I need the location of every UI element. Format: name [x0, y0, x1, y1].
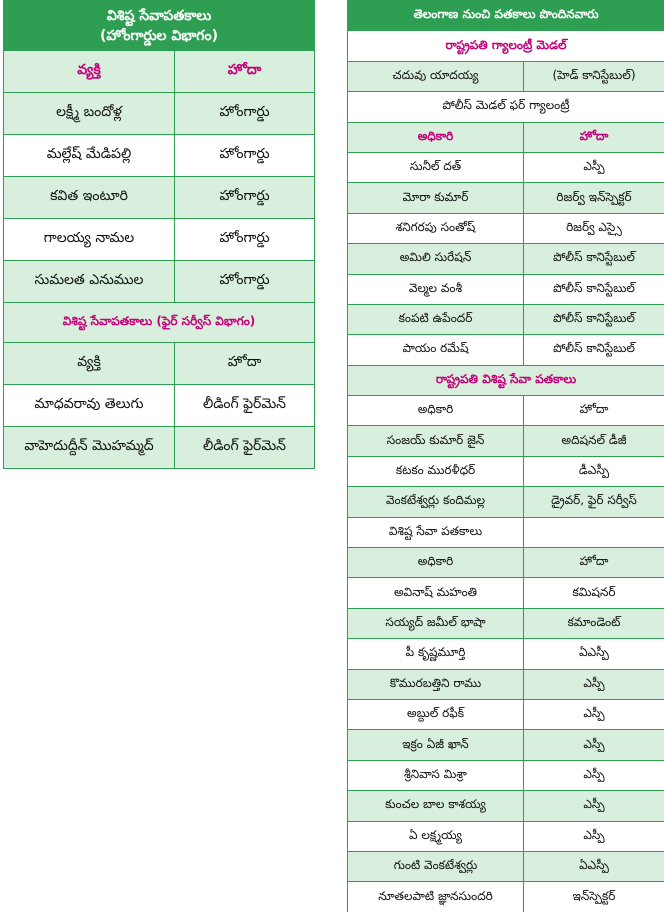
left-title	[4, 1, 315, 51]
table-row	[4, 135, 315, 177]
column-header-designation: హోదా	[524, 548, 664, 578]
officer-name: నూతలపాటి జ్ఞానసుందరి	[348, 882, 524, 912]
table-row	[348, 274, 664, 304]
designation: హోంగార్డు	[175, 219, 315, 261]
table-row	[348, 699, 664, 729]
table-row	[4, 219, 315, 261]
presidential-service-title: రాష్ట్రపతి విశిష్ట సేవా పతకాలు	[348, 365, 664, 395]
designation: రిజర్వ్ ఇన్‌స్పెక్టర్	[524, 183, 664, 213]
table-row	[4, 93, 315, 135]
table-row	[348, 61, 664, 91]
designation: ఎస్పీ	[524, 821, 664, 851]
designation: ఎస్పీ	[524, 730, 664, 760]
designation: హోంగార్డు	[175, 177, 315, 219]
column-header-designation: హోదా	[524, 122, 664, 152]
officer-name: పాయం రమేష్	[348, 335, 524, 365]
police-gallantry-title: పోలీస్ మెడల్ ఫర్ గ్యాలంట్రీ	[348, 92, 664, 122]
designation: డీఎస్పీ	[524, 456, 664, 486]
officer-name: పీ కృష్ణమూర్తి	[348, 639, 524, 669]
homeguard-fire-table	[3, 0, 315, 469]
table-row	[348, 882, 664, 912]
person-name: కవిత ఇంటూరి	[4, 177, 175, 219]
table-row	[4, 261, 315, 303]
designation: లీడింగ్ ఫైర్‌మెన్	[175, 385, 315, 427]
designation: ఇన్‌స్పెక్టర్	[524, 882, 664, 912]
person-name: గాలయ్య నామల	[4, 219, 175, 261]
distinguished-service-title: విశిష్ట సేవా పతకాలు	[348, 517, 524, 547]
designation: ఏఎస్పీ	[524, 639, 664, 669]
officer-name: శనిగరపు సంతోష్	[348, 213, 524, 243]
designation: ఎస్పీ	[524, 669, 664, 699]
table-row	[348, 304, 664, 334]
right-title: తెలంగాణ నుంచి పతకాలు పొందినవారు	[348, 1, 664, 31]
designation: ఎస్పీ	[524, 152, 664, 182]
designation: హోంగార్డు	[175, 261, 315, 303]
officer-name: ఇక్రం ఏజీ ఖాన్	[348, 730, 524, 760]
table-row	[4, 427, 315, 469]
table-row	[348, 487, 664, 517]
table-row	[348, 456, 664, 486]
designation: అదిషనల్ డీజీ	[524, 426, 664, 456]
officer-name: ఏ లక్ష్మయ్య	[348, 821, 524, 851]
officer-name: అవినాష్ మహంతి	[348, 578, 524, 608]
officer-name: సంజయ్ కుమార్ జైన్	[348, 426, 524, 456]
left-title-line1: విశిష్ట సేవాపతకాలు	[106, 7, 212, 24]
designation: కమిషనర్	[524, 578, 664, 608]
officer-name: కటకం మురళీధర్	[348, 456, 524, 486]
person-name: మాధవరావు తెలుగు	[4, 385, 175, 427]
designation: ఎస్పీ	[524, 760, 664, 790]
designation: (హెడ్ కానిస్టేబుల్)	[524, 61, 664, 91]
section-title-row	[348, 365, 664, 395]
column-header-designation: హోదా	[175, 343, 315, 385]
left-title-line2: (హోంగార్డుల విభాగం)	[100, 27, 218, 44]
designation: డ్రైవర్, ఫైర్ సర్వీస్	[524, 487, 664, 517]
table-row	[348, 183, 664, 213]
designation: హోంగార్డు	[175, 93, 315, 135]
empty-cell	[524, 517, 664, 547]
section-header-row	[348, 122, 664, 152]
column-header-officer: అధికారి	[348, 122, 524, 152]
designation: రిజర్వ్ ఎస్సై	[524, 213, 664, 243]
designation: పోలీస్ కానిస్టేబుల్	[524, 304, 664, 334]
fire-header-row	[4, 343, 315, 385]
left-header-row	[4, 51, 315, 93]
person-name: సుమలత ఎనుముల	[4, 261, 175, 303]
column-header-designation: హోదా	[175, 51, 315, 93]
table-row	[348, 152, 664, 182]
officer-name: కొమురబత్తిని రాము	[348, 669, 524, 699]
person-name: లక్ష్మీ బందోళ్ల	[4, 93, 175, 135]
section-title-row	[348, 92, 664, 122]
designation: కమాండెంట్	[524, 608, 664, 638]
officer-name: అమిలి సురేషన్	[348, 244, 524, 274]
table-row	[348, 639, 664, 669]
table-row	[348, 730, 664, 760]
section-title-row	[348, 31, 664, 61]
left-title-row	[4, 1, 315, 51]
person-name: మల్లేష్ మేడిపల్లి	[4, 135, 175, 177]
table-row	[348, 791, 664, 821]
column-header-officer: అధికారి	[348, 548, 524, 578]
designation: పోలీస్ కానిస్టేబుల్	[524, 274, 664, 304]
table-row	[348, 669, 664, 699]
table-row	[348, 244, 664, 274]
table-row	[348, 608, 664, 638]
table-row	[348, 335, 664, 365]
designation: ఎస్పీ	[524, 791, 664, 821]
table-row	[348, 760, 664, 790]
officer-name: కంపటి ఉపేందర్	[348, 304, 524, 334]
column-header-person: వ్యక్తి	[4, 51, 175, 93]
designation: హోంగార్డు	[175, 135, 315, 177]
table-row	[348, 213, 664, 243]
section-title-row	[348, 517, 664, 547]
designation: ఏఎస్పీ	[524, 851, 664, 881]
column-header-officer: అధికారి	[348, 396, 524, 426]
officer-name: సయ్యద్ జమీల్ భాషా	[348, 608, 524, 638]
officer-name: అబ్దుల్ రఫీక్	[348, 699, 524, 729]
designation: పోలీస్ కానిస్టేబుల్	[524, 244, 664, 274]
officer-name: కుంచల బాల కాశయ్య	[348, 791, 524, 821]
officer-name: మోరా కుమార్	[348, 183, 524, 213]
section-header-row	[348, 396, 664, 426]
fire-service-section-title: విశిష్ట సేవాపతకాలు (ఫైర్ సర్వీస్ విభాగం)	[4, 303, 315, 343]
table-row	[348, 821, 664, 851]
officer-name: చదువు యాదయ్య	[348, 61, 524, 91]
table-row	[4, 177, 315, 219]
designation: ఎస్పీ	[524, 699, 664, 729]
designation: లీడింగ్ ఫైర్‌మెన్	[175, 427, 315, 469]
column-header-designation: హోదా	[524, 396, 664, 426]
table-row	[348, 578, 664, 608]
table-row	[4, 385, 315, 427]
column-header-person: వ్యక్తి	[4, 343, 175, 385]
table-row	[348, 426, 664, 456]
officer-name: సునీల్ దత్	[348, 152, 524, 182]
officer-name: గుంటి వెంకటేశ్వర్లు	[348, 851, 524, 881]
officer-name: శ్రీనివాస మిశ్రా	[348, 760, 524, 790]
officer-name: వెల్మల వంశీ	[348, 274, 524, 304]
right-title-row	[348, 1, 664, 31]
gallantry-medal-title: రాష్ట్రపతి గ్యాలంట్రీ మెడల్	[348, 31, 664, 61]
telangana-medals-table	[347, 0, 664, 912]
fire-service-section-row	[4, 303, 315, 343]
table-row	[348, 851, 664, 881]
officer-name: వెంకటేశ్వర్లు కందిమల్ల	[348, 487, 524, 517]
designation: పోలీస్ కానిస్టేబుల్	[524, 335, 664, 365]
section-header-row	[348, 548, 664, 578]
person-name: వాహెదుద్దీన్ మొహమ్మద్	[4, 427, 175, 469]
